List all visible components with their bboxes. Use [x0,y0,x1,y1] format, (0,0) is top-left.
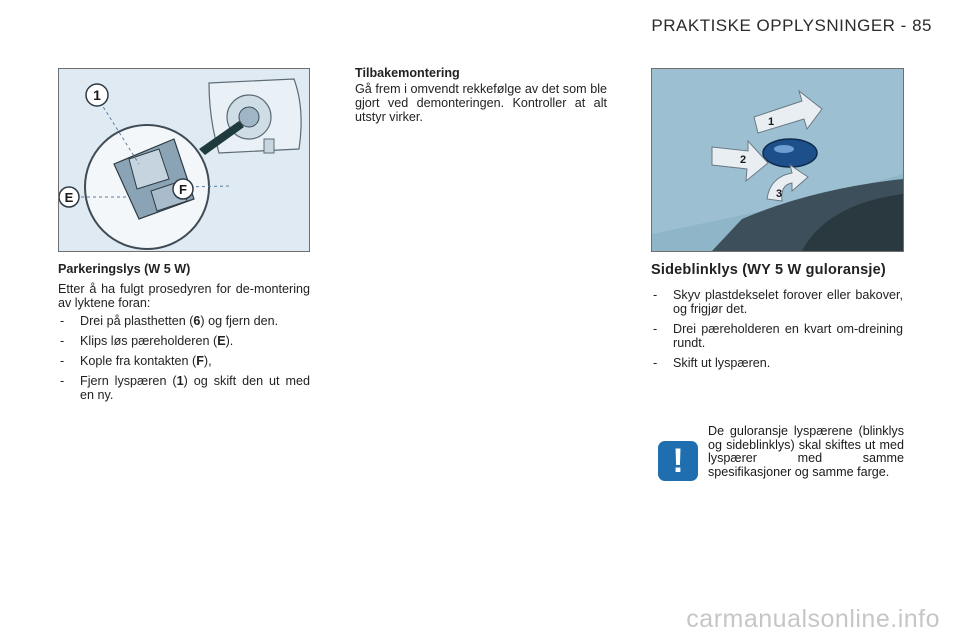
parking-lamp-section [58,262,310,408]
parking-lamp-intro: Etter å ha fulgt prosedyren for de-montering av lyktene foran: [58,282,310,310]
side-indicator-title: Sideblinklys (WY 5 W guloransje) [651,262,886,278]
list-item: - Fjern lyspæren (1) og skift den ut med en ny. [58,374,310,402]
warning-note [658,425,904,495]
refit-body: Gå frem i omvendt rekkefølge av det som ble gjort ved demonteringen. Kontroller at alt utstyr virker. [355,82,607,124]
svg-text:E: E [64,190,74,205]
svg-text:1: 1 [93,87,101,103]
list-item: - Kople fra kontakten (F), [58,354,310,368]
callout-2-right: 2 [740,154,747,166]
callout-1-left [86,84,108,106]
refit-section [355,66,607,128]
section-title: PRAKTISKE OPPLYSNINGER [651,16,896,35]
callout-1-right: 1 [768,116,775,128]
list-item: - Drei pæreholderen en kvart om-dreining rundt. [651,322,903,350]
list-item: - Drei på plasthetten (6) og fjern den. [58,314,310,328]
list-item: - Skift ut lyspæren. [651,356,903,370]
parking-lamp-steps [58,314,310,402]
refit-title: Tilbakemontering [355,66,460,80]
side-indicator-steps [651,288,903,370]
page-number: 85 [912,16,932,35]
svg-text:F: F [179,182,187,197]
warning-note-text: De guloransje lyspærene (blinklys og sideblinklys) skal skiftes ut med lyspærer med samme spesifikasjoner og samme farge. [708,424,904,479]
header-separator: - [900,16,907,35]
callout-f [173,179,193,199]
parking-lamp-illustration [58,68,310,252]
callout-3-right: 3 [776,188,783,200]
callout-e [59,187,79,207]
list-item: - Klips løs pæreholderen (E). [58,334,310,348]
side-indicator-illustration [651,68,904,252]
list-item: - Skyv plastdekselet forover eller bakover, og frigjør det. [651,288,903,316]
exclamation-icon: ! [658,441,698,481]
parking-lamp-title: Parkeringslys (W 5 W) [58,262,191,276]
side-indicator-section [651,262,903,376]
watermark: carmanualsonline.info [686,605,940,633]
page-header [651,16,932,36]
